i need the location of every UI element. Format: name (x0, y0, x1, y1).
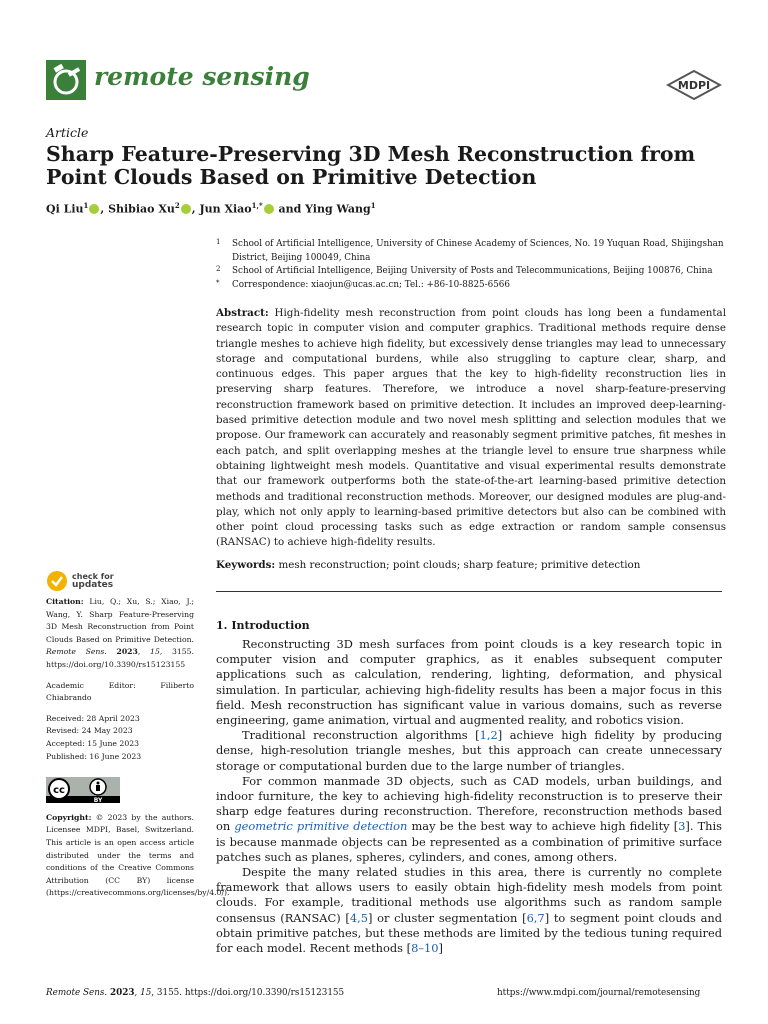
abstract (216, 306, 726, 551)
citation-link[interactable]: 4,5 (349, 910, 368, 925)
citation-label: Citation: (46, 597, 84, 606)
copyright-label: Copyright: (46, 812, 92, 822)
citation-link[interactable]: 8–10 (411, 941, 439, 956)
affiliation-item (216, 238, 726, 265)
svg-text:cc: cc (53, 785, 65, 797)
affiliation-mark: 2 (216, 265, 221, 273)
keywords-label: Keywords: (216, 559, 276, 571)
citation-block: Citation: Liu, Q.; Xu, S.; Xiao, J.; Wang, Y. Sharp Feature-Preserving 3D Mesh Reconstruction from Point Clouds Based on Primitive Detection. Remote Sens. 2023, 15, 3155. https://doi.org/10.3390/rs15123155 (46, 597, 195, 669)
keywords-text: mesh reconstruction; point clouds; sharp feature; primitive detection (278, 559, 641, 571)
keywords (216, 558, 726, 573)
affiliation-text: School of Artificial Intelligence, University of Chinese Academy of Sciences, No. 19 Yuquan Road, Shijingshan District, Beijing 100049, China (232, 239, 724, 263)
article-type: Article (46, 125, 89, 140)
citation-doi[interactable]: , 3155. https://doi.org/10.3390/rs15123155 (46, 647, 195, 669)
correspondence-item (216, 279, 726, 293)
footer-journal-url[interactable]: https://www.mdpi.com/journal/remotesensing (497, 988, 701, 998)
author-affil-sup: 1 (83, 201, 89, 210)
paragraph: Traditional reconstruction algorithms [1,2] achieve high fidelity by producing dense, high-resolution triangle meshes, but this approach can create unnecessary storage or computational burden due to the large number of triangles. (216, 728, 722, 773)
editor-block (46, 680, 194, 705)
author-name[interactable]: Shibiao Xu (108, 202, 175, 216)
citation-text: Liu, Q.; Xu, S.; Xiao, J.; Wang, Y. Sharp Feature-Preserving 3D Mesh Reconstruction from Point Clouds Based on Primitive Detection. (46, 597, 194, 644)
editor-name: Filiberto Chiabrando (46, 680, 194, 703)
footer-journal: Remote Sens. (46, 988, 108, 998)
affiliation-mark: * (216, 278, 220, 287)
author-list (46, 201, 376, 216)
check-updates-icon (46, 570, 68, 592)
received-date: Received: 28 April 2023 (46, 713, 140, 723)
author-name[interactable]: Ying Wang (305, 202, 371, 216)
dates-block (46, 713, 194, 763)
author-affil-sup: 1,* (251, 201, 263, 210)
editor-label: Academic Editor: (46, 680, 136, 690)
article-title: Sharp Feature-Preserving 3D Mesh Reconstruction from Point Clouds Based on Primitive Detection (46, 142, 696, 189)
footer-doi-link[interactable]: , 3155. https://doi.org/10.3390/rs15123155 (151, 988, 345, 998)
revised-date: Revised: 24 May 2023 (46, 726, 133, 736)
copyright-text: © 2023 by the authors. Licensee MDPI, Basel, Switzerland. This article is an open access article distributed under the terms and conditions of the Creative Commons Attribution (CC BY) license (https://creativecommons.org/licenses/by/4.0/). (46, 812, 230, 898)
citation-volume: 15 (150, 647, 160, 657)
cc-by-license-icon[interactable] (46, 777, 120, 803)
footer-volume: 15 (140, 988, 152, 998)
citation-link[interactable]: 3 (678, 819, 686, 834)
footer-citation: Remote Sens. 2023, 15, 3155. https://doi.org/10.3390/rs15123155 (46, 988, 345, 998)
accepted-date: Accepted: 15 June 2023 (46, 738, 139, 748)
check-updates-line1: check for (72, 572, 114, 581)
author-affil-sup: 1 (370, 201, 376, 210)
orcid-icon[interactable] (181, 204, 191, 214)
correspondence-text[interactable]: Correspondence: xiaojun@ucas.ac.cn; Tel.: +86-10-8825-6566 (232, 279, 510, 290)
author-affil-sup: 2 (174, 201, 180, 210)
body-text (216, 637, 722, 956)
publisher-logo-text: MDPI (677, 79, 711, 92)
check-updates-line2: updates (72, 580, 114, 590)
journal-name: remote sensing (94, 62, 310, 91)
mdpi-logo-icon (666, 70, 722, 100)
check-for-updates-button[interactable] (46, 570, 194, 592)
paragraph: Despite the many related studies in this area, there is currently no complete framework that allows users to easily obtain high-fidelity mesh models from point clouds. For example, traditional methods use algorithms such as random sample consensus (RANSAC) [4,5] or cluster segmentation [6,7] to segment point clouds and obtain primitive patches, but these methods are limited by the tedious tuning required for each model. Recent methods [8–10] (216, 865, 722, 956)
affiliations (216, 238, 726, 292)
abstract-label: Abstract: (216, 307, 269, 319)
abstract-text: High-fidelity mesh reconstruction from point clouds has long been a fundamental research topic in computer vision and computer graphics. Traditional methods require dense triangle meshes to achieve high fidelity, but excessively dense triangles may lead to unnecessary storage and computational burdens, while also struggling to capture clear, sharp, and continuous edges. This paper argues that the key to high-fidelity reconstruction lies in preserving sharp features. Therefore, we introduce a novel sharp-feature-preserving reconstruction framework based on primitive detection. It includes an improved deep-learning-based primitive detection module and two novel mesh splitting and selection modules that we propose. Our framework can accurately and reasonably segment primitive patches, fit meshes in each patch, and split overlapping meshes at the triangle level to ensure true sharpness while obtaining lightweight mesh models. Quantitative and visual experimental results demonstrate that our framework outperforms both the state-of-the-art learning-based primitive detection methods and traditional reconstruction methods. Moreover, our designed modules are plug-and-play, which not only apply to learning-based primitive detectors but also can be combined with other point cloud processing tasks such as edge extraction or random sample consensus (RANSAC) to achieve high-fidelity results. (216, 307, 726, 549)
section-heading: 1. Introduction (216, 619, 310, 632)
published-date: Published: 16 June 2023 (46, 751, 142, 761)
author-separator: and (274, 202, 306, 216)
citation-link[interactable]: 1,2 (479, 728, 498, 743)
footer-year: 2023 (110, 988, 135, 998)
author-name[interactable]: Qi Liu (46, 202, 84, 216)
copyright-block (46, 812, 230, 900)
affiliation-mark: 1 (216, 238, 221, 246)
section-divider (216, 591, 722, 592)
author-name[interactable]: Jun Xiao (199, 202, 252, 216)
citation-journal: Remote Sens. (46, 647, 107, 657)
emphasis-link[interactable]: geometric primitive detection (234, 819, 408, 834)
orcid-icon[interactable] (264, 204, 274, 214)
paragraph: For common manmade 3D objects, such as CAD models, urban buildings, and indoor furniture, the key to achieving high-fidelity reconstruction is to preserve their sharp edge features during reconstruction. Therefore, reconstruction methods based on geometric primitive detection may be the best way to achieve high fidelity [3]. This is because manmade objects can be represented as a combination of primitive surface patches such as planes, spheres, cylinders, and cones, among others. (216, 773, 722, 864)
paragraph: Reconstructing 3D mesh surfaces from point clouds is a key research topic in computer vision and computer graphics, as it enables subsequent computer applications such as calculation, rendering, lighting, deformation, and physical simulation. In particular, achieving high-fidelity results has been a major focus in this field. Mesh reconstruction has significant value in various domains, such as reverse engineering, game animation, virtual and augmented reality, and robotics vision. (216, 637, 722, 728)
affiliation-item (216, 265, 726, 279)
orcid-icon[interactable] (89, 204, 99, 214)
citation-year: 2023 (116, 647, 138, 657)
affiliation-text: School of Artificial Intelligence, Beijing University of Posts and Telecommunications, Beijing 100876, China (232, 266, 713, 276)
author-separator: , (100, 202, 109, 216)
journal-logo-icon (46, 60, 86, 100)
citation-link[interactable]: 6,7 (526, 910, 545, 925)
license-badge-text: BY (93, 797, 103, 804)
sidebar (46, 570, 230, 908)
author-separator: , (191, 202, 200, 216)
